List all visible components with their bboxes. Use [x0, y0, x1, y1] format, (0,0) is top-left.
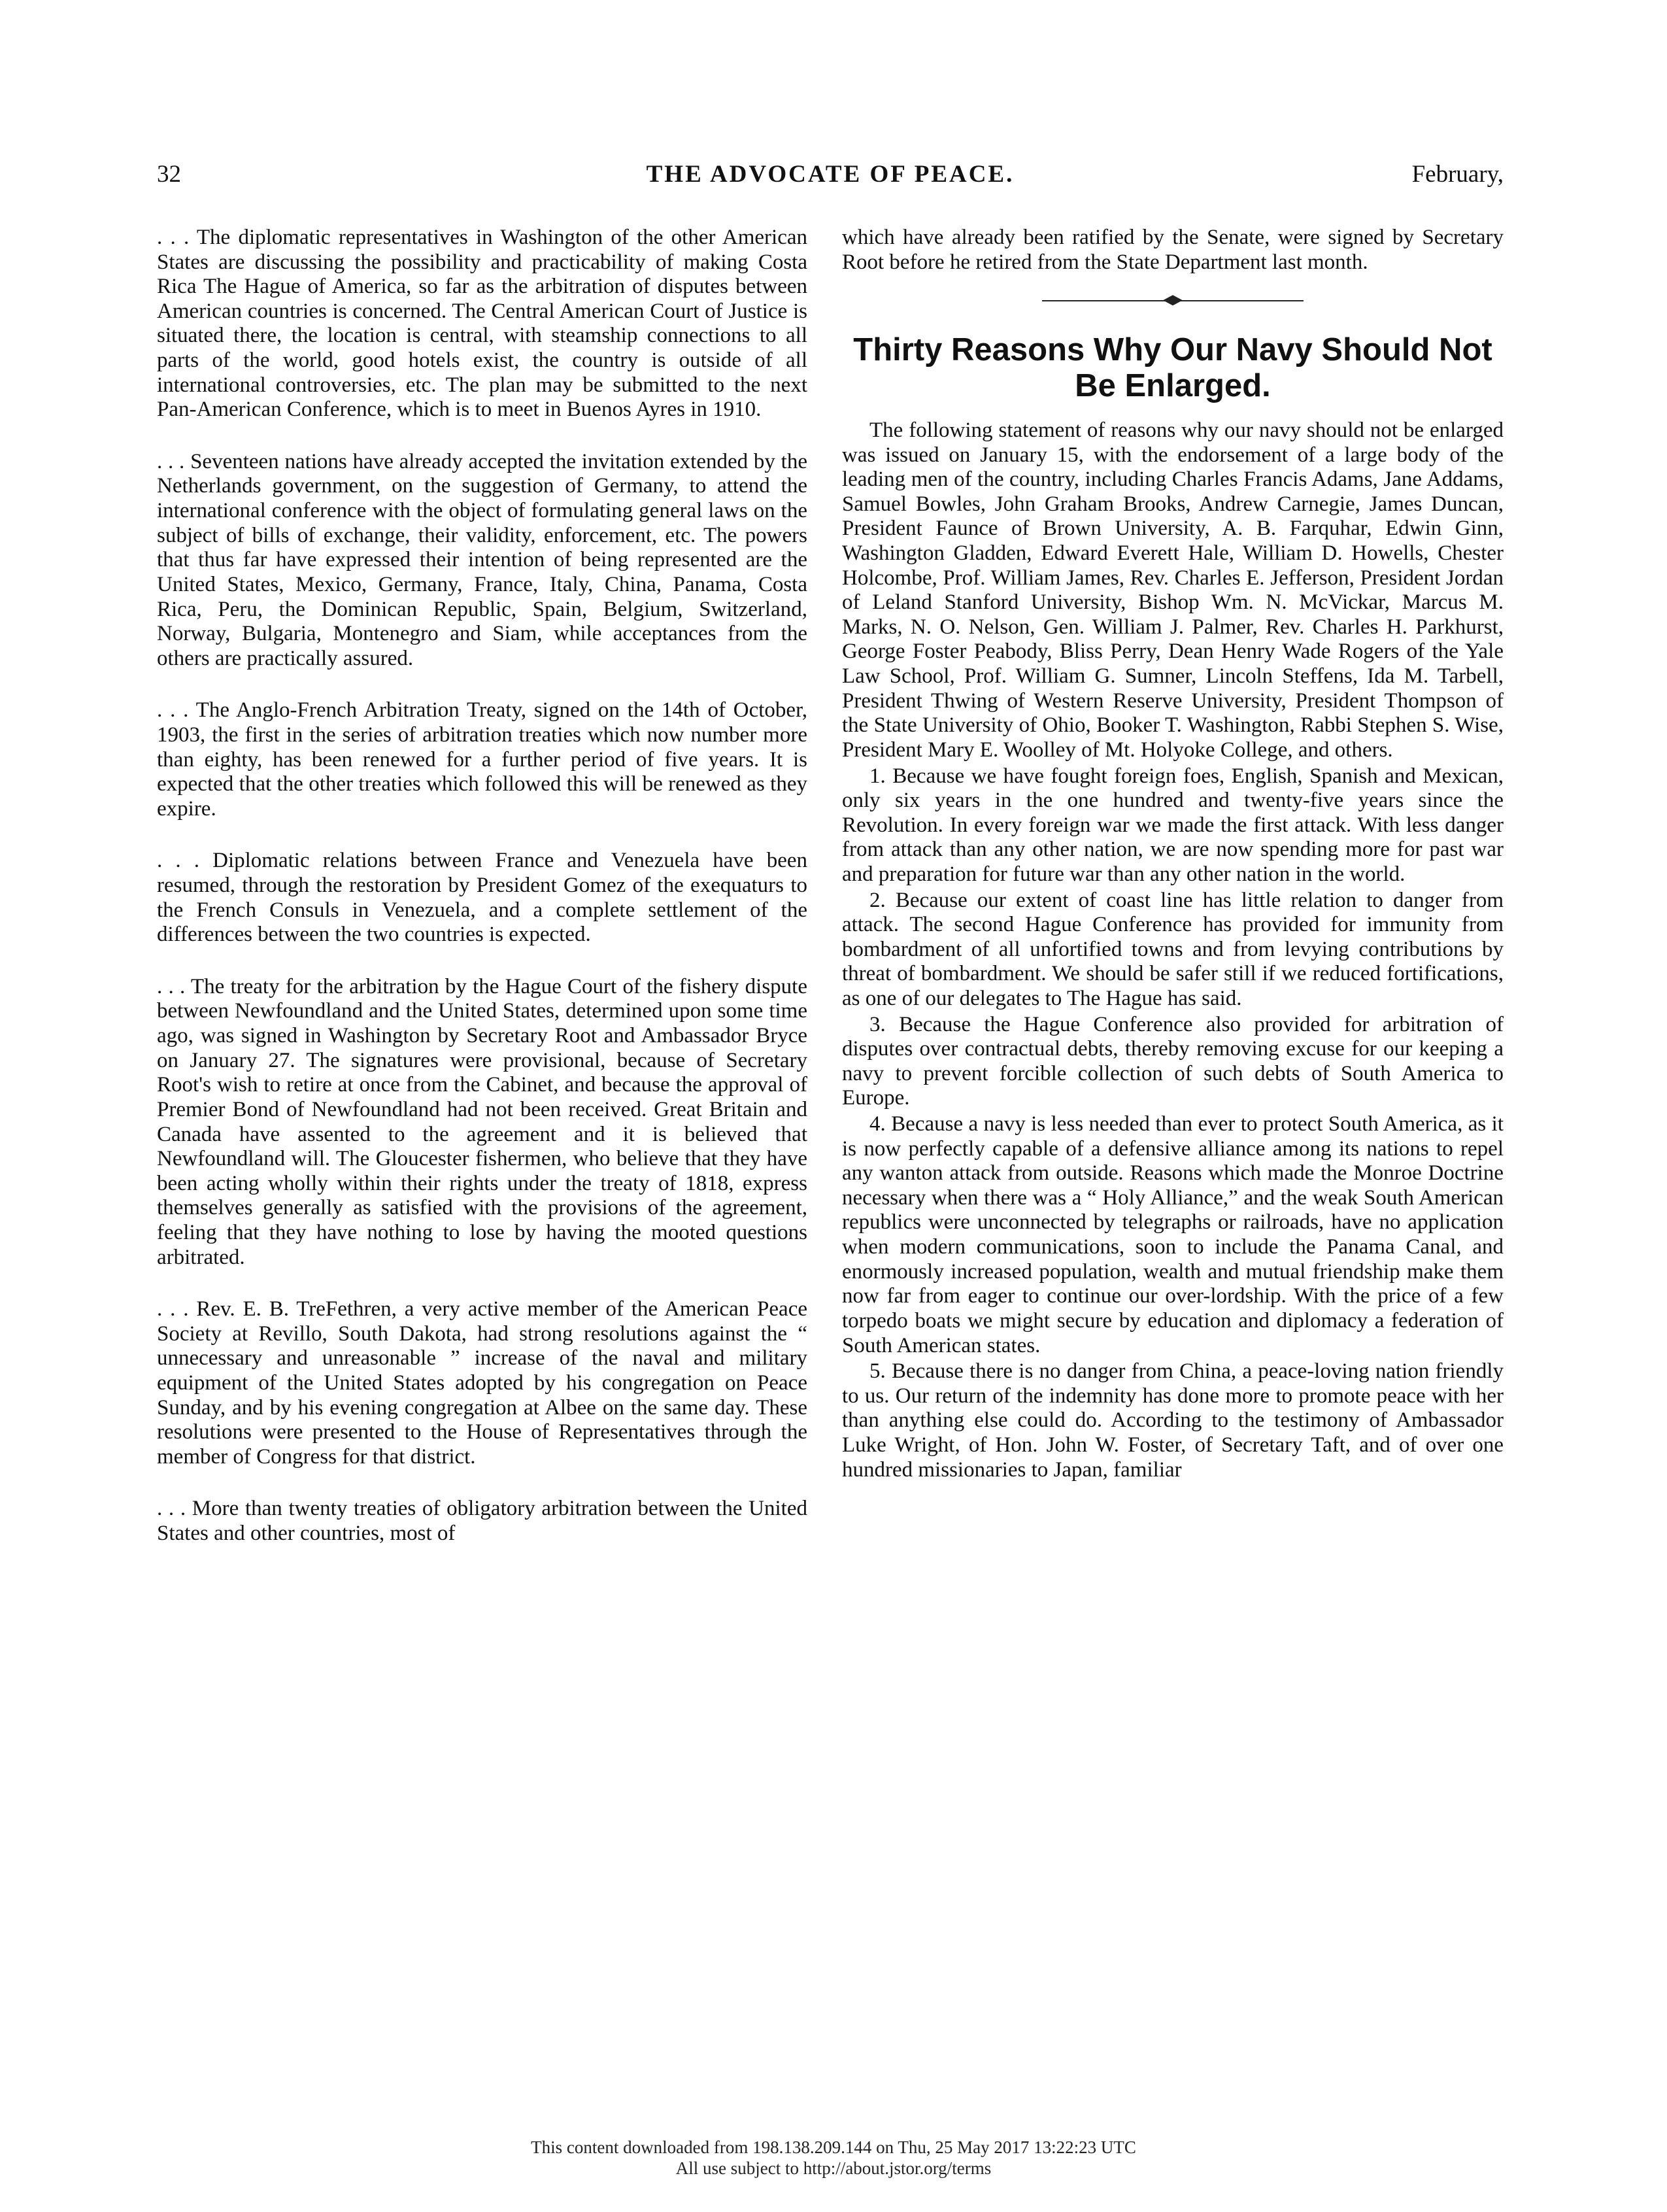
download-notice-line: This content downloaded from 198.138.209.144 on Thu, 25 May 2017 13:22:23 UTC: [531, 2137, 1136, 2157]
issue-month: February,: [1411, 161, 1504, 188]
article-title: Thirty Reasons Why Our Navy Should Not Be Enlarged.: [853, 332, 1492, 404]
reason-paragraph: 3. Because the Hague Conference also provided for arbitration of disputes over contractual debts, thereby removing excuse for our keeping a navy to prevent forcible collection of such debts of South America to Europe.: [842, 1012, 1504, 1110]
left-column: [157, 226, 807, 1574]
divider-ornament-icon: [1163, 295, 1183, 305]
news-item: . . . Diplomatic relations between France and Venezuela have been resumed, through the restoration by President Gomez of the exequaturs to the French Consuls in Venezuela, and a complete settlement of the differences between the two countries is expected.: [157, 849, 807, 947]
journal-title: THE ADVOCATE OF PEACE.: [646, 161, 1015, 188]
reason-paragraph: 1. Because we have fought foreign foes, English, Spanish and Mexican, only six years in the one hundred and twenty-five years since the Revolution. In every foreign war we made the first attack. With less danger from attack than any other nation, we are now spending more for past war and preparation for future war than any other nation in the world.: [842, 764, 1504, 886]
article-intro: The following statement of reasons why our navy should not be enlarged was issued on January 15, with the endorsement of a large body of the leading men of the country, including Charles Francis Adams, Jane Addams, Samuel Bowles, John Graham Brooks, Andrew Carnegie, James Duncan, President Faunce of Brown University, A. B. Farquhar, Edwin Ginn, Washington Gladden, Edward Everett Hale, William D. Howells, Chester Holcombe, Prof. William James, Rev. Charles E. Jefferson, President Jordan of Leland Stanford University, Bishop Wm. N. McVickar, Marcus M. Marks, N. O. Nelson, Gen. William J. Palmer, Rev. Charles H. Parkhurst, George Foster Peabody, Bliss Perry, Dean Henry Wade Rogers of the Yale Law School, Prof. William G. Sumner, Lincoln Steffens, Ida M. Tarbell, President Thwing of Western Reserve University, President Thompson of the State University of Ohio, Booker T. Washington, Rabbi Stephen S. Wise, President Mary E. Woolley of Mt. Holyoke College, and others.: [842, 418, 1504, 762]
download-notice: [0, 2137, 1667, 2179]
page-number: 32: [157, 161, 181, 188]
news-item: . . . Rev. E. B. TreFethren, a very active member of the American Peace Society at Revillo, South Dakota, had strong resolutions against the “ unnecessary and unreasonable ” increase of the naval and military equipment of the United States adopted by his congregation on Peace Sunday, and by his evening congregation at Albee on the same day. These resolutions were presented to the House of Representatives through the member of Congress for that district.: [157, 1297, 807, 1469]
reason-paragraph: 4. Because a navy is less needed than ever to protect South America, as it is now perfectly capable of a defensive alliance among its nations to repel any wanton attack from outside. Reasons which made the Monroe Doctrine necessary when there was a “ Holy Alliance,” and the weak South American republics were unconnected by telegraphs or railroads, have no application when modern communications, soon to include the Panama Canal, and enormously increased population, wealth and mutual friendship make them now far from eager to continue our over-lordship. With the price of a few torpedo boats we might secure by education and diplomacy a federation of South American states.: [842, 1112, 1504, 1357]
reason-paragraph: 5. Because there is no danger from China, a peace-loving nation friendly to us. Our return of the indemnity has done more to promote peace with her than anything else could do. According to the testimony of Ambassador Luke Wright, of Hon. John W. Foster, of Secretary Taft, and of over one hundred missionaries to Japan, familiar: [842, 1359, 1504, 1482]
news-item: . . . The diplomatic representatives in Washington of the other American States are discussing the possibility and practicability of making Costa Rica The Hague of America, so far as the arbitration of disputes between American countries is concerned. The Central American Court of Justice is situated there, the location is central, with steamship connections to all parts of the world, good hotels exist, the country is outside of all international controversies, etc. The plan may be submitted to the next Pan-American Conference, which is to meet in Buenos Ayres in 1910.: [157, 226, 807, 422]
news-item: . . . More than twenty treaties of obligatory arbitration between the United States and other countries, most of: [157, 1497, 807, 1546]
right-column: [842, 226, 1504, 1484]
section-divider: [1042, 289, 1304, 313]
news-item: . . . The treaty for the arbitration by the Hague Court of the fishery dispute between Newfoundland and the United States, determined upon some time ago, was signed in Washington by Secretary Root and Ambassador Bryce on January 27. The signatures were provisional, because of Secretary Root's wish to retire at once from the Cabinet, and because the approval of Premier Bond of Newfoundland had not been received. Great Britain and Canada have assented to the agreement and it is believed that Newfoundland will. The Gloucester fishermen, who believe that they have been acting wholly within their rights under the treaty of 1818, express themselves generally as satisfied with the provisions of the agreement, feeling that they have nothing to lose by having the mooted questions arbitrated.: [157, 974, 807, 1269]
news-item: . . . Seventeen nations have already accepted the invitation extended by the Netherlands government, on the suggestion of Germany, to attend the international conference with the object of formulating general laws on the subject of bills of exchange, their validity, enforcement, etc. The powers that thus far have expressed their intention of being represented are the United States, Mexico, Germany, France, Italy, China, Panama, Costa Rica, Peru, the Dominican Republic, Spain, Belgium, Switzerland, Norway, Bulgaria, Montenegro and Siam, while acceptances from the others are practically assured.: [157, 449, 807, 670]
continued-paragraph: which have already been ratified by the Senate, were signed by Secretary Root before he retired from the State Department last month.: [842, 226, 1504, 274]
reason-paragraph: 2. Because our extent of coast line has little relation to danger from attack. The second Hague Conference has provided for immunity from bombardment of all unfortified towns and from levying contributions by threat of bombardment. We should be safer still if we reduced fortifications, as one of our delegates to The Hague has said.: [842, 888, 1504, 1010]
page-header: [157, 160, 1504, 199]
terms-notice-line: All use subject to http://about.jstor.org/terms: [675, 2158, 992, 2179]
news-item: . . . The Anglo-French Arbitration Treaty, signed on the 14th of October, 1903, the first in the series of arbitration treaties which now number more than eighty, has been renewed for a further period of five years. It is expected that the other treaties which followed this will be renewed as they expire.: [157, 698, 807, 821]
